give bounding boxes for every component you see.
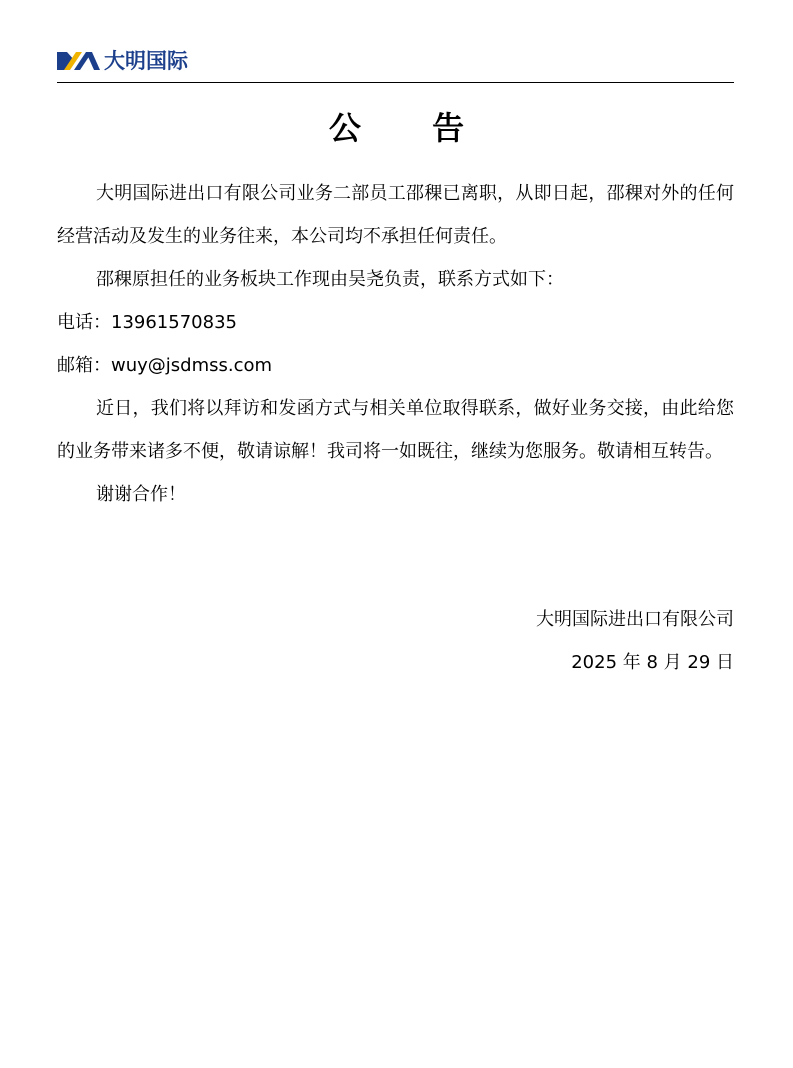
company-logo (57, 48, 188, 74)
dm-logo-icon (57, 48, 101, 74)
notice-body (57, 172, 734, 516)
paragraph-thanks: 谢谢合作！ (96, 484, 186, 505)
signature-date: 2025 年 8 月 29 日 (571, 652, 734, 673)
paragraph-handover: 邵稞原担任的业务板块工作现由吴尧负责，联系方式如下： (96, 269, 564, 290)
signature-company: 大明国际进出口有限公司 (536, 609, 734, 630)
contact-email: 邮箱：wuy@jsdmss.com (57, 355, 273, 376)
paragraph-apology: 近日，我们将以拜访和发函方式与相关单位取得联系，做好业务交接，由此给您的业务带来诸多不便，敬请谅解！我司将一如既往，继续为您服务。敬请相互转告。 (57, 398, 734, 462)
signature-block (536, 598, 734, 684)
brand-name: 大明国际 (104, 49, 188, 73)
notice-title: 公 告 (328, 109, 495, 147)
paragraph-departure: 大明国际进出口有限公司业务二部员工邵稞已离职，从即日起，邵稞对外的任何经营活动及发生的业务往来，本公司均不承担任何责任。 (57, 183, 734, 247)
contact-phone: 电话：13961570835 (57, 312, 237, 333)
page-header (57, 46, 734, 83)
